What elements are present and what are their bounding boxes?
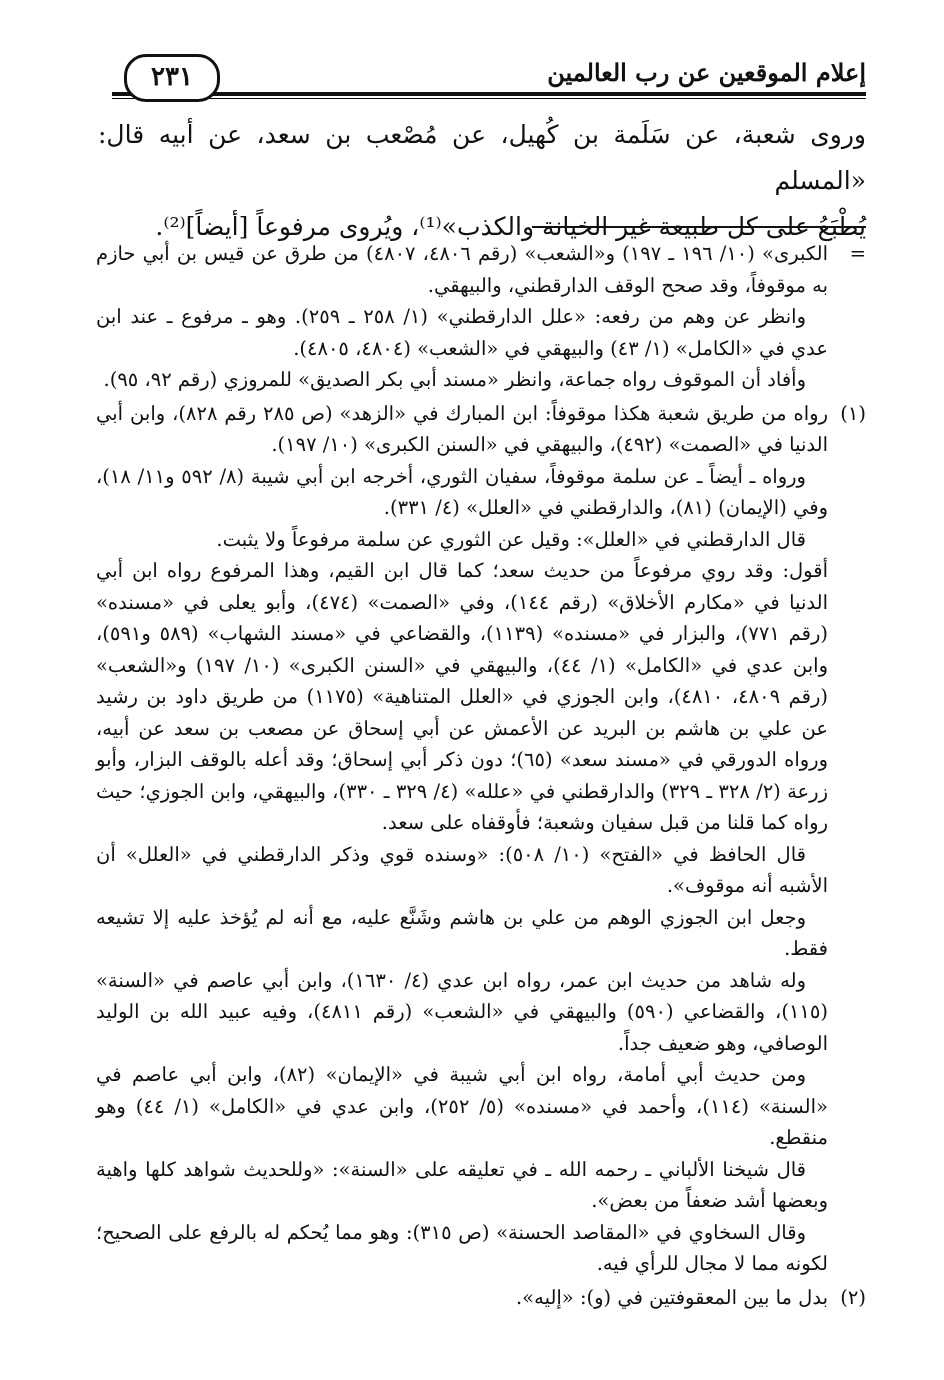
page-number: ٢٣١ <box>151 62 193 92</box>
running-header-title: إعلام الموقعين عن رب العالمين <box>547 58 866 87</box>
footnote-paragraph: وانظر عن وهم من رفعه: «علل الدارقطني» (١/ ٢٥٨ ـ ٢٥٩). وهو ـ مرفوع ـ عند ابن عدي في «الكامل» (١/ ٤٣) والبيهقي في «الشعب» (٤٨٠٤، ٤٨٠٥). <box>96 305 828 360</box>
footnote-2 <box>96 1282 866 1314</box>
footnote-continuation <box>96 238 866 396</box>
footnote-separator <box>532 226 866 228</box>
main-text <box>98 112 866 250</box>
footnote-paragraph: رواه من طريق شعبة هكذا موقوفاً: ابن المبارك في «الزهد» (ص ٢٨٥ رقم ٨٢٨)، وابن أبي الدنيا في «الصمت» (٤٩٢)، والبيهقي في «السنن الكبرى» (١٠/ ١٩٧). <box>96 401 828 456</box>
footnote-paragraph: ورواه ـ أيضاً ـ عن سلمة موقوفاً، سفيان الثوري، أخرجه ابن أبي شيبة (٨/ ٥٩٢ و١١/ ١٨)، وفي (الإيمان) (٨١)، والدارقطني في «العلل» (٤/ ٣٣١). <box>96 464 828 519</box>
main-text-line: يُطْبَعُ على كل طبيعة غير الخيانة والكذب»⁽¹⁾، ويُروى مرفوعاً [أيضاً]⁽²⁾. <box>155 212 866 241</box>
header-rule-thin <box>112 98 866 99</box>
footnote-paragraph: وله شاهد من حديث ابن عمر، رواه ابن عدي (٤/ ١٦٣٠)، وابن أبي عاصم في «السنة» (١١٥)، والقضاعي (٥٩٠) والبيهقي في «الشعب» (رقم ٤٨١١)، وفيه عبيد الله بن الوليد الوصافي، وهو ضعيف جداً. <box>96 968 828 1055</box>
footnote-paragraph: بدل ما بين المعقوفتين في (و): «إليه». <box>515 1285 828 1309</box>
footnote-mark: = <box>849 242 866 265</box>
main-text-line: وروى شعبة، عن سَلَمة بن كُهيل، عن مُصْعب بن سعد، عن أبيه قال: «المسلم <box>98 120 866 195</box>
footnote-paragraph: ومن حديث أبي أمامة، رواه ابن أبي شيبة في «الإيمان» (٨٢)، وابن أبي عاصم في «السنة» (١١٤)، وأحمد في «مسنده» (٥/ ٢٥٢)، وابن عدي في «الكامل» (١/ ٤٤) وهو منقطع. <box>96 1063 828 1149</box>
footnotes <box>96 238 866 1315</box>
footnote-paragraph: أقول: وقد روي مرفوعاً من حديث سعد؛ كما قال ابن القيم، وهذا المرفوع رواه ابن أبي الدنيا في «مكارم الأخلاق» (رقم ١٤٤)، وفي «الصمت» (٤٧٤)، وأبو يعلى في «مسنده» (رقم ٧٧١)، والبزار في «مسنده» (١١٣٩)، والقضاعي في «مسند الشهاب» (٥٨٩ و٥٩١)، وابن عدي في «الكامل» (١/ ٤٤)، والبيهقي في «السنن الكبرى» (١٠/ ١٩٧) و«الشعب» (رقم ٤٨٠٩، ٤٨١٠)، وابن الجوزي في «العلل المتناهية» (١١٧٥) من طريق داود بن رشيد عن علي بن هاشم بن البريد عن الأعمش عن أبي إسحاق عن مصعب بن سعد عن أبيه، ورواه الدورقي في «مسند سعد» (٦٥)؛ دون ذكر أبي إسحاق؛ وقد أعله بالوقف البزار، وأبو زرعة (٢/ ٣٢٨ ـ ٣٢٩) والدارقطني في «علله» (٤/ ٣٢٩ ـ ٣٣٠)، والبيهقي، وابن الجوزي؛ حيث رواه كما قلنا من قبل سفيان وشعبة؛ فأوقفاه على سعد. <box>96 559 829 834</box>
footnote-paragraph: وأفاد أن الموقوف رواه جماعة، وانظر «مسند أبي بكر الصديق» للمروزي (رقم ٩٢، ٩٥). <box>103 368 806 391</box>
footnote-paragraph: قال الحافظ في «الفتح» (١٠/ ٥٠٨): «وسنده قوي وذكر الدارقطني في «العلل» أن الأشبه أنه موقوف». <box>96 842 828 897</box>
footnote-paragraph: قال الدارقطني في «العلل»: وقيل عن الثوري عن سلمة مرفوعاً ولا يثبت. <box>216 527 806 551</box>
footnote-paragraph: وجعل ابن الجوزي الوهم من علي بن هاشم وشَنَّع عليه، مع أنه لم يُؤخذ عليه إلا تشيعه فقط. <box>96 905 828 960</box>
footnote-1 <box>96 398 866 1280</box>
footnote-paragraph: الكبرى» (١٠/ ١٩٦ ـ ١٩٧) و«الشعب» (رقم ٤٨٠٦، ٤٨٠٧) من طرق عن قيس بن أبي حازم به موقوفاً، وقد صحح الوقف الدارقطني، والبيهقي. <box>96 242 828 297</box>
footnote-paragraph: وقال السخاوي في «المقاصد الحسنة» (ص ٣١٥): وهو مما يُحكم له بالرفع على الصحيح؛ لكونه مما لا مجال للرأي فيه. <box>96 1220 828 1275</box>
footnote-paragraph: قال شيخنا الألباني ـ رحمه الله ـ في تعليقه على «السنة»: «وللحديث شواهد كلها واهية وبعضها أشد ضعفاً من بعض». <box>96 1157 828 1212</box>
page-number-badge <box>124 54 220 102</box>
footnote-mark: (٢) <box>840 1285 866 1309</box>
footnote-mark: (١) <box>840 401 866 425</box>
header-rule <box>112 92 866 96</box>
